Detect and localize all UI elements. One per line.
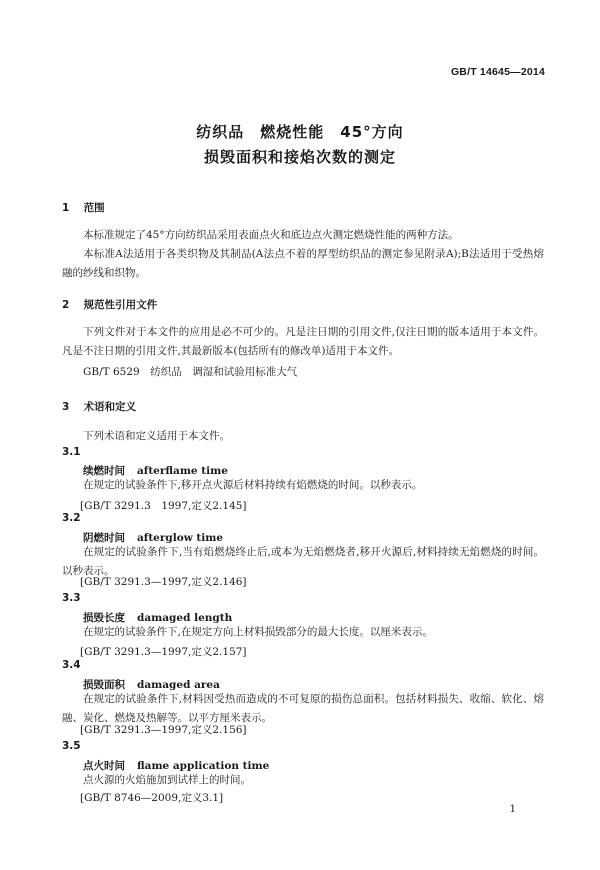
term-english: afterflame time [137, 465, 228, 477]
term-number: 3.5 [62, 740, 81, 752]
document-title-line1: 纺织品 燃烧性能 45°方向 [196, 123, 404, 141]
standard-code: GB/T 14645—2014 [450, 66, 545, 78]
term-chinese: 续燃时间 [83, 465, 125, 477]
section-1-heading [62, 200, 105, 215]
term-chinese: 点火时间 [83, 760, 125, 772]
term-definition: 在规定的试验条件下,材料因受热而造成的不可复原的损伤总面积。包括材料损失、收缩、软化、熔融、炭化、燃烧及热解等。以平方厘米表示。 [62, 693, 544, 724]
term-chinese: 阴燃时间 [83, 532, 125, 544]
section-title: 术语和定义 [83, 401, 137, 413]
section-3-intro: 下列术语和定义适用于本文件。 [83, 430, 230, 442]
section-1-paragraph-1: 本标准规定了45°方向纺织品采用表面点火和底边点火测定燃烧性能的两种方法。 [83, 229, 459, 241]
term-number: 3.2 [62, 512, 81, 524]
term-source: [GB/T 3291.3 1997,定义2.145] [80, 500, 247, 512]
term-chinese: 损毁面积 [83, 679, 125, 691]
term-number: 3.3 [62, 592, 81, 604]
term-definition: 在规定的试验条件下,移开点火源后材料持续有焰燃烧的时间。以秒表示。 [83, 479, 423, 491]
term-english: damaged length [137, 612, 233, 624]
document-title-line2: 损毁面积和接焰次数的测定 [203, 148, 396, 166]
section-1-paragraph-2: 本标准A法适用于各类织物及其制品(A法点不着的厚型纺织品的测定参见附录A);B法适用于受热熔融的纱线和织物。 [62, 248, 544, 279]
term-number: 3.1 [62, 446, 81, 458]
term-source: [GB/T 3291.3—1997,定义2.156] [80, 724, 247, 736]
section-2-paragraph-1: 下列文件对于本文件的应用是必不可少的。凡是注日期的引用文件,仅注日期的版本适用于本文件。凡是不注日期的引用文件,其最新版本(包括所有的修改单)适用于本文件。 [62, 326, 544, 357]
section-3-heading [62, 399, 136, 414]
term-chinese: 损毁长度 [83, 612, 125, 624]
term-english: afterglow time [137, 532, 224, 544]
reference-gb-t-6529: GB/T 6529 纺织品 调湿和试验用标准大气 [83, 366, 298, 378]
term-english: damaged area [137, 679, 220, 691]
term-english: flame application time [137, 760, 270, 772]
term-source: [GB/T 8746—2009,定义3.1] [80, 792, 224, 804]
page-number: 1 [509, 804, 516, 815]
term-source: [GB/T 3291.3—1997,定义2.157] [80, 646, 247, 658]
section-title: 范围 [83, 202, 105, 214]
section-number: 1 [62, 202, 70, 214]
term-definition: 在规定的试验条件下,当有焰燃烧终止后,或本为无焰燃烧者,移开火源后,材料持续无焰燃烧的时间。以秒表示。 [62, 546, 544, 577]
term-number: 3.4 [62, 659, 81, 671]
section-2-heading [62, 297, 157, 312]
term-source: [GB/T 3291.3—1997,定义2.146] [80, 576, 247, 588]
term-definition: 在规定的试验条件下,在规定方向上材料损毁部分的最大长度。以厘米表示。 [83, 626, 433, 638]
section-title: 规范性引用文件 [83, 299, 158, 311]
section-number: 3 [62, 401, 70, 413]
term-definition: 点火源的火焰施加到试样上的时间。 [83, 774, 251, 786]
section-number: 2 [62, 299, 70, 311]
